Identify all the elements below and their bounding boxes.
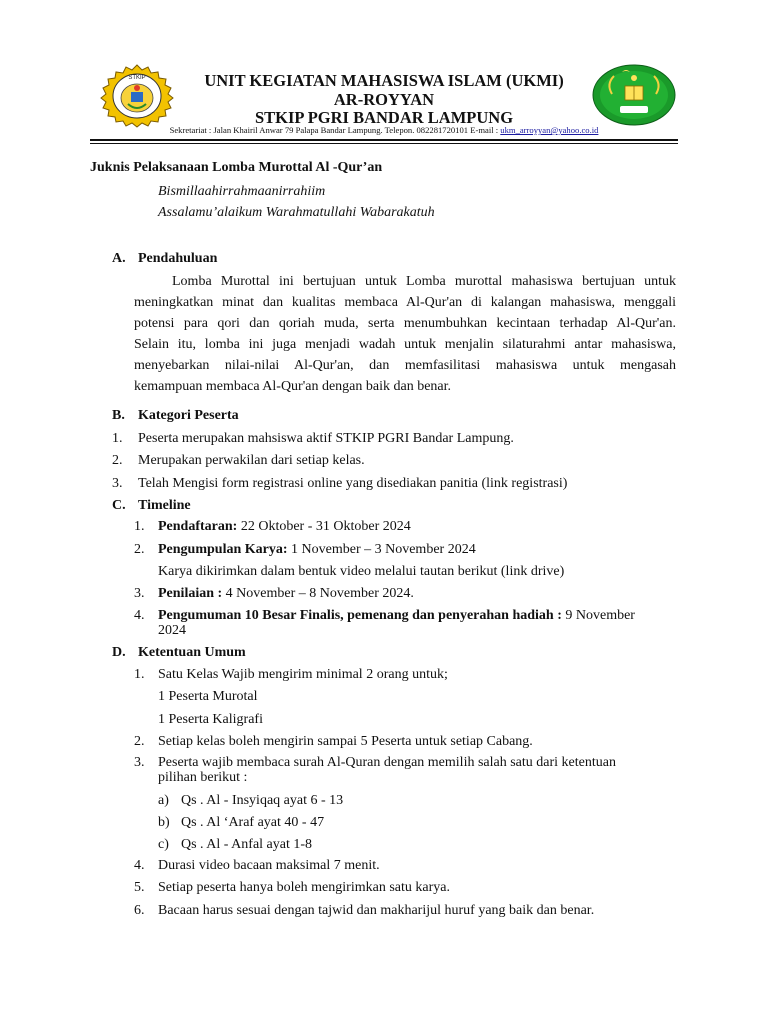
list-number: 6. <box>134 903 145 918</box>
timeline-label: Pengumuman 10 Besar Finalis, pemenang dan penyerahan hadiah : <box>158 608 562 623</box>
rule-text: Bacaan harus sesuai dengan tajwid dan makharijul huruf yang baik dan benar. <box>158 903 595 918</box>
org-name-line3: STKIP PGRI BANDAR LAMPUNG <box>254 108 514 127</box>
surah-option <box>158 793 343 809</box>
timeline-label: Pendaftaran: <box>158 519 238 534</box>
list-number: 1. <box>134 519 145 534</box>
timeline-date: 1 November – 3 November 2024 <box>287 542 476 557</box>
timeline-note: Karya dikirimkan dalam bentuk video melalui tautan berikut (link drive) <box>158 564 565 579</box>
address-line <box>0 125 768 135</box>
timeline-item <box>134 586 414 602</box>
header-divider <box>90 139 678 141</box>
rule-text: Satu Kelas Wajib mengirim minimal 2 orang untuk; <box>158 667 448 682</box>
list-item <box>112 453 365 469</box>
timeline-label: Pengumpulan Karya: <box>158 542 288 557</box>
list-number: 4. <box>134 858 145 873</box>
timeline-date: 22 Oktober - 31 Oktober 2024 <box>237 519 411 534</box>
timeline-item <box>134 519 411 535</box>
section-title: Kategori Peserta <box>138 408 239 423</box>
list-text: Peserta merupakan mahsiswa aktif STKIP PGRI Bandar Lampung. <box>138 431 514 446</box>
paragraph-line: potensi para qori dan qoriah muda, serta menumbuhkan kecintaan terhadap Al-Qur'an. <box>134 316 676 331</box>
option-text: Qs . Al - Insyiqaq ayat 6 - 13 <box>181 793 344 808</box>
section-title: Pendahuluan <box>138 251 218 266</box>
section-a-paragraph <box>134 271 676 397</box>
list-number: 4. <box>134 608 145 623</box>
section-c-heading <box>112 498 191 514</box>
rule-subline: 1 Peserta Kaligrafi <box>158 712 263 727</box>
rule-text: Peserta wajib membaca surah Al-Quran dengan memilih salah satu dari ketentuan <box>158 755 616 770</box>
paragraph-line: menyebarkan nilai-nilai Al-Qur'an, dan memfasilitasi mahasiswa untuk mengasah <box>134 358 676 373</box>
rule-item <box>134 734 533 750</box>
rule-text: Setiap peserta hanya boleh mengirimkan satu karya. <box>158 880 450 895</box>
email-link[interactable]: ukm_arroyyan@yahoo.co.id <box>500 125 599 135</box>
rule-item <box>134 903 594 919</box>
list-number: 1. <box>112 431 123 446</box>
list-item <box>112 431 514 447</box>
list-text: Merupakan perwakilan dari setiap kelas. <box>138 453 365 468</box>
section-a-heading <box>112 251 217 267</box>
section-letter: C. <box>112 498 126 513</box>
document-title: Juknis Pelaksanaan Lomba Murottal Al -Qur’an <box>90 160 383 175</box>
section-title: Timeline <box>138 498 191 513</box>
timeline-label: Penilaian : <box>158 586 223 601</box>
greeting-bismillah: Bismillaahirrahmaanirrahiim <box>158 184 326 199</box>
option-text: Qs . Al ‘Araf ayat 40 - 47 <box>181 815 325 830</box>
list-number: 5. <box>134 880 145 895</box>
paragraph-line: kemampuan membaca Al-Qur'an dengan baik dan benar. <box>134 379 452 394</box>
surah-option <box>158 837 312 853</box>
rule-text: Durasi video bacaan maksimal 7 menit. <box>158 858 380 873</box>
timeline-date-cont: 2024 <box>158 623 186 638</box>
header-divider-thin <box>90 143 678 144</box>
list-number: 1. <box>134 667 145 682</box>
option-letter: b) <box>158 815 170 830</box>
timeline-date: 4 November – 8 November 2024. <box>222 586 414 601</box>
svg-text:STKIP: STKIP <box>128 75 146 81</box>
paragraph-line: Lomba Murottal ini bertujuan untuk Lomba murottal mahasiswa bertujuan untuk <box>172 274 676 289</box>
timeline-item <box>134 609 635 623</box>
option-text: Qs . Al - Anfal ayat 1-8 <box>181 837 313 852</box>
list-number: 2. <box>112 453 123 468</box>
timeline-item <box>134 542 476 558</box>
org-name-line1: UNIT KEGIATAN MAHASISWA ISLAM (UKMI) <box>204 71 564 90</box>
list-text: Telah Mengisi form registrasi online yang disediakan panitia (link registrasi) <box>138 476 568 491</box>
rule-text-cont: pilihan berikut : <box>158 770 248 785</box>
rule-text: Setiap kelas boleh mengirin sampai 5 Peserta untuk setiap Cabang. <box>158 734 533 749</box>
list-number: 3. <box>112 476 123 491</box>
rule-item <box>134 667 448 683</box>
greeting-salam: Assalamu’alaikum Warahmatullahi Wabarakatuh <box>158 205 435 220</box>
rule-item <box>134 858 380 874</box>
section-d-heading <box>112 645 246 661</box>
section-letter: A. <box>112 251 126 266</box>
list-number: 3. <box>134 586 145 601</box>
option-letter: c) <box>158 837 169 852</box>
list-number: 2. <box>134 734 145 749</box>
option-letter: a) <box>158 793 169 808</box>
rule-item <box>134 756 616 770</box>
list-item <box>112 476 567 492</box>
section-letter: D. <box>112 645 126 660</box>
list-number: 3. <box>134 755 145 770</box>
paragraph-line: meningkatkan minat dan kualitas membaca Al-Qur'an di kalangan mahasiswa, menggali <box>134 295 676 310</box>
org-name-line2: AR-ROYYAN <box>333 90 435 109</box>
section-title: Ketentuan Umum <box>138 645 246 660</box>
paragraph-line: Selain itu, lomba ini juga menjadi wadah untuk menjalin silaturahmi antar mahasiswa, <box>134 337 676 352</box>
rule-item <box>134 880 450 896</box>
rule-subline: 1 Peserta Murotal <box>158 689 258 704</box>
list-number: 2. <box>134 542 145 557</box>
timeline-date: 9 November <box>561 608 635 623</box>
section-letter: B. <box>112 408 125 423</box>
section-b-heading <box>112 408 239 424</box>
address-text: Sekretariat : Jalan Khairil Anwar 79 Palapa Bandar Lampung. Telepon. 082281720101 E-mail : <box>169 125 501 135</box>
surah-option <box>158 815 324 831</box>
